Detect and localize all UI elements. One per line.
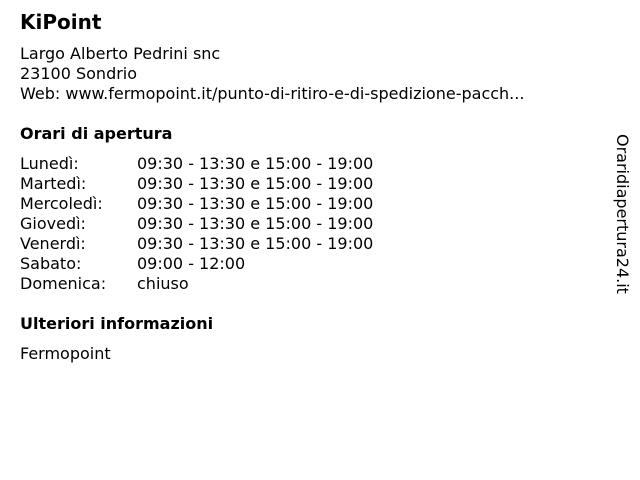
day-label: Domenica: bbox=[20, 274, 107, 293]
opening-hours-table bbox=[20, 154, 373, 294]
time-range: 09:30 - 13:30 e 15:00 - 19:00 bbox=[137, 234, 374, 253]
hours-row-friday bbox=[20, 234, 373, 254]
hours-row-thursday bbox=[20, 214, 373, 234]
hours-row-monday bbox=[20, 154, 373, 174]
address-street: Largo Alberto Pedrini snc bbox=[20, 44, 221, 63]
day-label: Lunedì: bbox=[20, 154, 79, 173]
day-label: Mercoledì: bbox=[20, 194, 103, 213]
time-range: chiuso bbox=[137, 274, 189, 293]
further-info-text: Fermopoint bbox=[20, 344, 111, 363]
day-label: Giovedì: bbox=[20, 214, 86, 233]
time-range: 09:00 - 12:00 bbox=[137, 254, 246, 273]
hours-row-sunday bbox=[20, 274, 373, 294]
time-range: 09:30 - 13:30 e 15:00 - 19:00 bbox=[137, 194, 374, 213]
business-address bbox=[20, 44, 524, 104]
hours-row-saturday bbox=[20, 254, 373, 274]
further-info-heading: Ulteriori informazioni bbox=[20, 314, 214, 333]
hours-row-wednesday bbox=[20, 194, 373, 214]
address-city: 23100 Sondrio bbox=[20, 64, 138, 83]
day-label: Venerdì: bbox=[20, 234, 86, 253]
day-label: Martedì: bbox=[20, 174, 87, 193]
time-range: 09:30 - 13:30 e 15:00 - 19:00 bbox=[137, 174, 374, 193]
time-range: 09:30 - 13:30 e 15:00 - 19:00 bbox=[137, 214, 374, 233]
day-label: Sabato: bbox=[20, 254, 82, 273]
business-name: KiPoint bbox=[20, 10, 102, 34]
time-range: 09:30 - 13:30 e 15:00 - 19:00 bbox=[137, 154, 374, 173]
site-watermark: Oraridiapertura24.it bbox=[613, 134, 632, 294]
website-link[interactable]: Web: www.fermopoint.it/punto-di-ritiro-e-di-spedizione-pacch... bbox=[20, 84, 525, 103]
opening-hours-heading: Orari di apertura bbox=[20, 124, 173, 143]
hours-row-tuesday bbox=[20, 174, 373, 194]
